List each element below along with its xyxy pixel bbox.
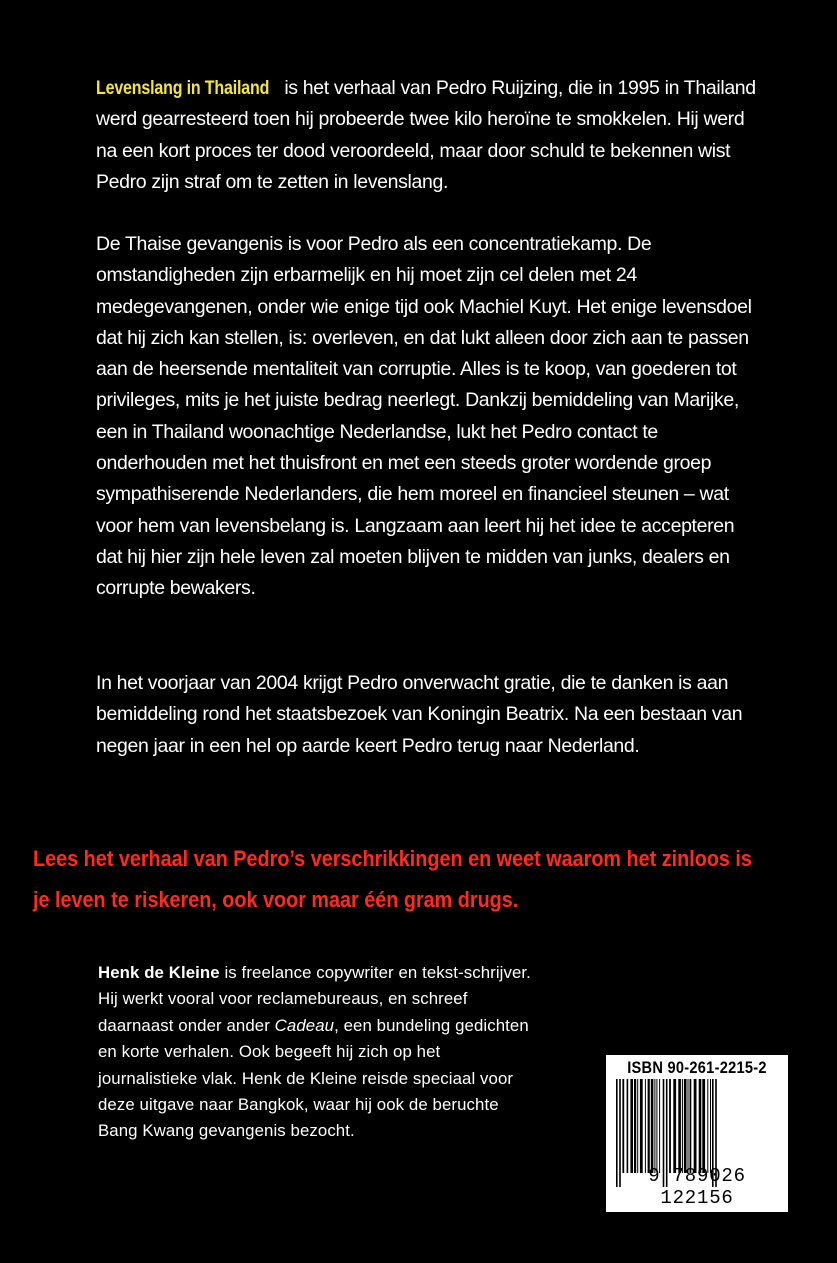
barcode-bar xyxy=(707,1079,708,1173)
barcode-bar xyxy=(651,1079,654,1173)
barcode-bar xyxy=(637,1079,638,1173)
barcode-bar xyxy=(656,1079,657,1173)
barcode-bar xyxy=(630,1079,633,1173)
tagline-line-2: je leven te riskeren, ook voor maar één gram drugs. xyxy=(33,887,519,912)
barcode-bar xyxy=(690,1079,692,1173)
barcode-bar xyxy=(659,1079,660,1173)
barcode-bar xyxy=(678,1079,681,1173)
author-book-title: Cadeau xyxy=(274,1015,335,1035)
author-bio-text-a: is freelance copywriter en tekst-schrijver. Hij werkt vooral voor reclamebureaus, en schreef daarnaast onder ander xyxy=(98,963,531,1035)
barcode-bar xyxy=(640,1079,643,1173)
ean-number: 9 789026 122156 xyxy=(648,1165,746,1209)
blurb-paragraph-1-text: is het verhaal van Pedro Ruijzing, die in 1995 in Thailand werd gearresteerd toen hij probeerde twee kilo heroïne te smokkelen. Hij werd na een kort proces ter dood veroordeeld, maar door schuld te bekennen wist Pedro zijn straf om te zetten in levenslang. xyxy=(96,77,756,193)
barcode-bar xyxy=(673,1079,676,1173)
barcode-bar xyxy=(669,1079,671,1173)
isbn-barcode xyxy=(606,1055,788,1212)
barcode-bar xyxy=(634,1079,636,1173)
barcode-bar xyxy=(627,1079,629,1173)
barcode-bar xyxy=(645,1079,646,1173)
isbn-label: ISBN 90-261-2215-2 xyxy=(627,1058,767,1077)
blurb-paragraph-3: In het voorjaar van 2004 krijgt Pedro onverwacht gratie, die te danken is aan bemiddeling rond het staatsbezoek van Koningin Beatrix. Na een bestaan van negen jaar in een hel op aarde keert Pedro terug naar Nederland. xyxy=(96,672,743,757)
barcode-bar xyxy=(648,1079,650,1173)
barcode-bar xyxy=(702,1079,705,1173)
barcode-bar xyxy=(694,1079,697,1173)
author-name: Henk de Kleine xyxy=(98,963,220,982)
author-bio-text-b: , een bundeling gedichten en korte verhalen. Ook begeeft hij zich op het journalistieke vlak. Henk de Kleine reisde speciaal voor deze uitgave naar Bangkok, waar hij ook de beruchte Bang Kwang gevangenis bezocht. xyxy=(98,1015,529,1141)
barcode-bar xyxy=(654,1079,655,1173)
barcode-bar xyxy=(622,1079,624,1173)
barcode-bar xyxy=(684,1079,687,1173)
blurb-paragraph-1 xyxy=(96,73,756,198)
blurb-paragraph-2: De Thaise gevangenis is voor Pedro als een concentratiekamp. De omstandigheden zijn erbarmelijk en hij moet zijn cel delen met 24 medegevangenen, onder wie enige tijd ook Machiel Kuyt. Het enige levensdoel dat hij zich kan stellen, is: overleven, en dat lukt alleen door zich aan te passen aan de heersende mentaliteit van corruptie. Alles is te koop, van goederen tot privileges, mits je het juiste bedrag neerlegt. Dankzij bemiddeling van Marijke, een in Thailand woonachtige Nederlandse, lukt het Pedro contact te onderhouden met het thuisfront en met een steeds groter wordende groep sympathiserende Nederlanders, die hem moreel en financieel steunen – wat voor hem van levensbelang is. Langzaam aan leert hij het idee te accepteren dat hij hier zijn hele leven zal moeten blijven te midden van junks, dealers en corrupte bewakers. xyxy=(96,233,752,600)
tagline xyxy=(33,838,752,920)
author-bio xyxy=(98,960,538,1145)
book-title: Levenslang in Thailand xyxy=(96,77,270,99)
barcode-bar xyxy=(710,1079,711,1173)
barcode-bar xyxy=(688,1079,689,1173)
barcode-bar xyxy=(699,1079,702,1173)
tagline-line-1: Lees het verhaal van Pedro’s verschrikkingen en weet waarom het zinloos is xyxy=(33,846,752,871)
barcode-bar xyxy=(682,1079,683,1173)
